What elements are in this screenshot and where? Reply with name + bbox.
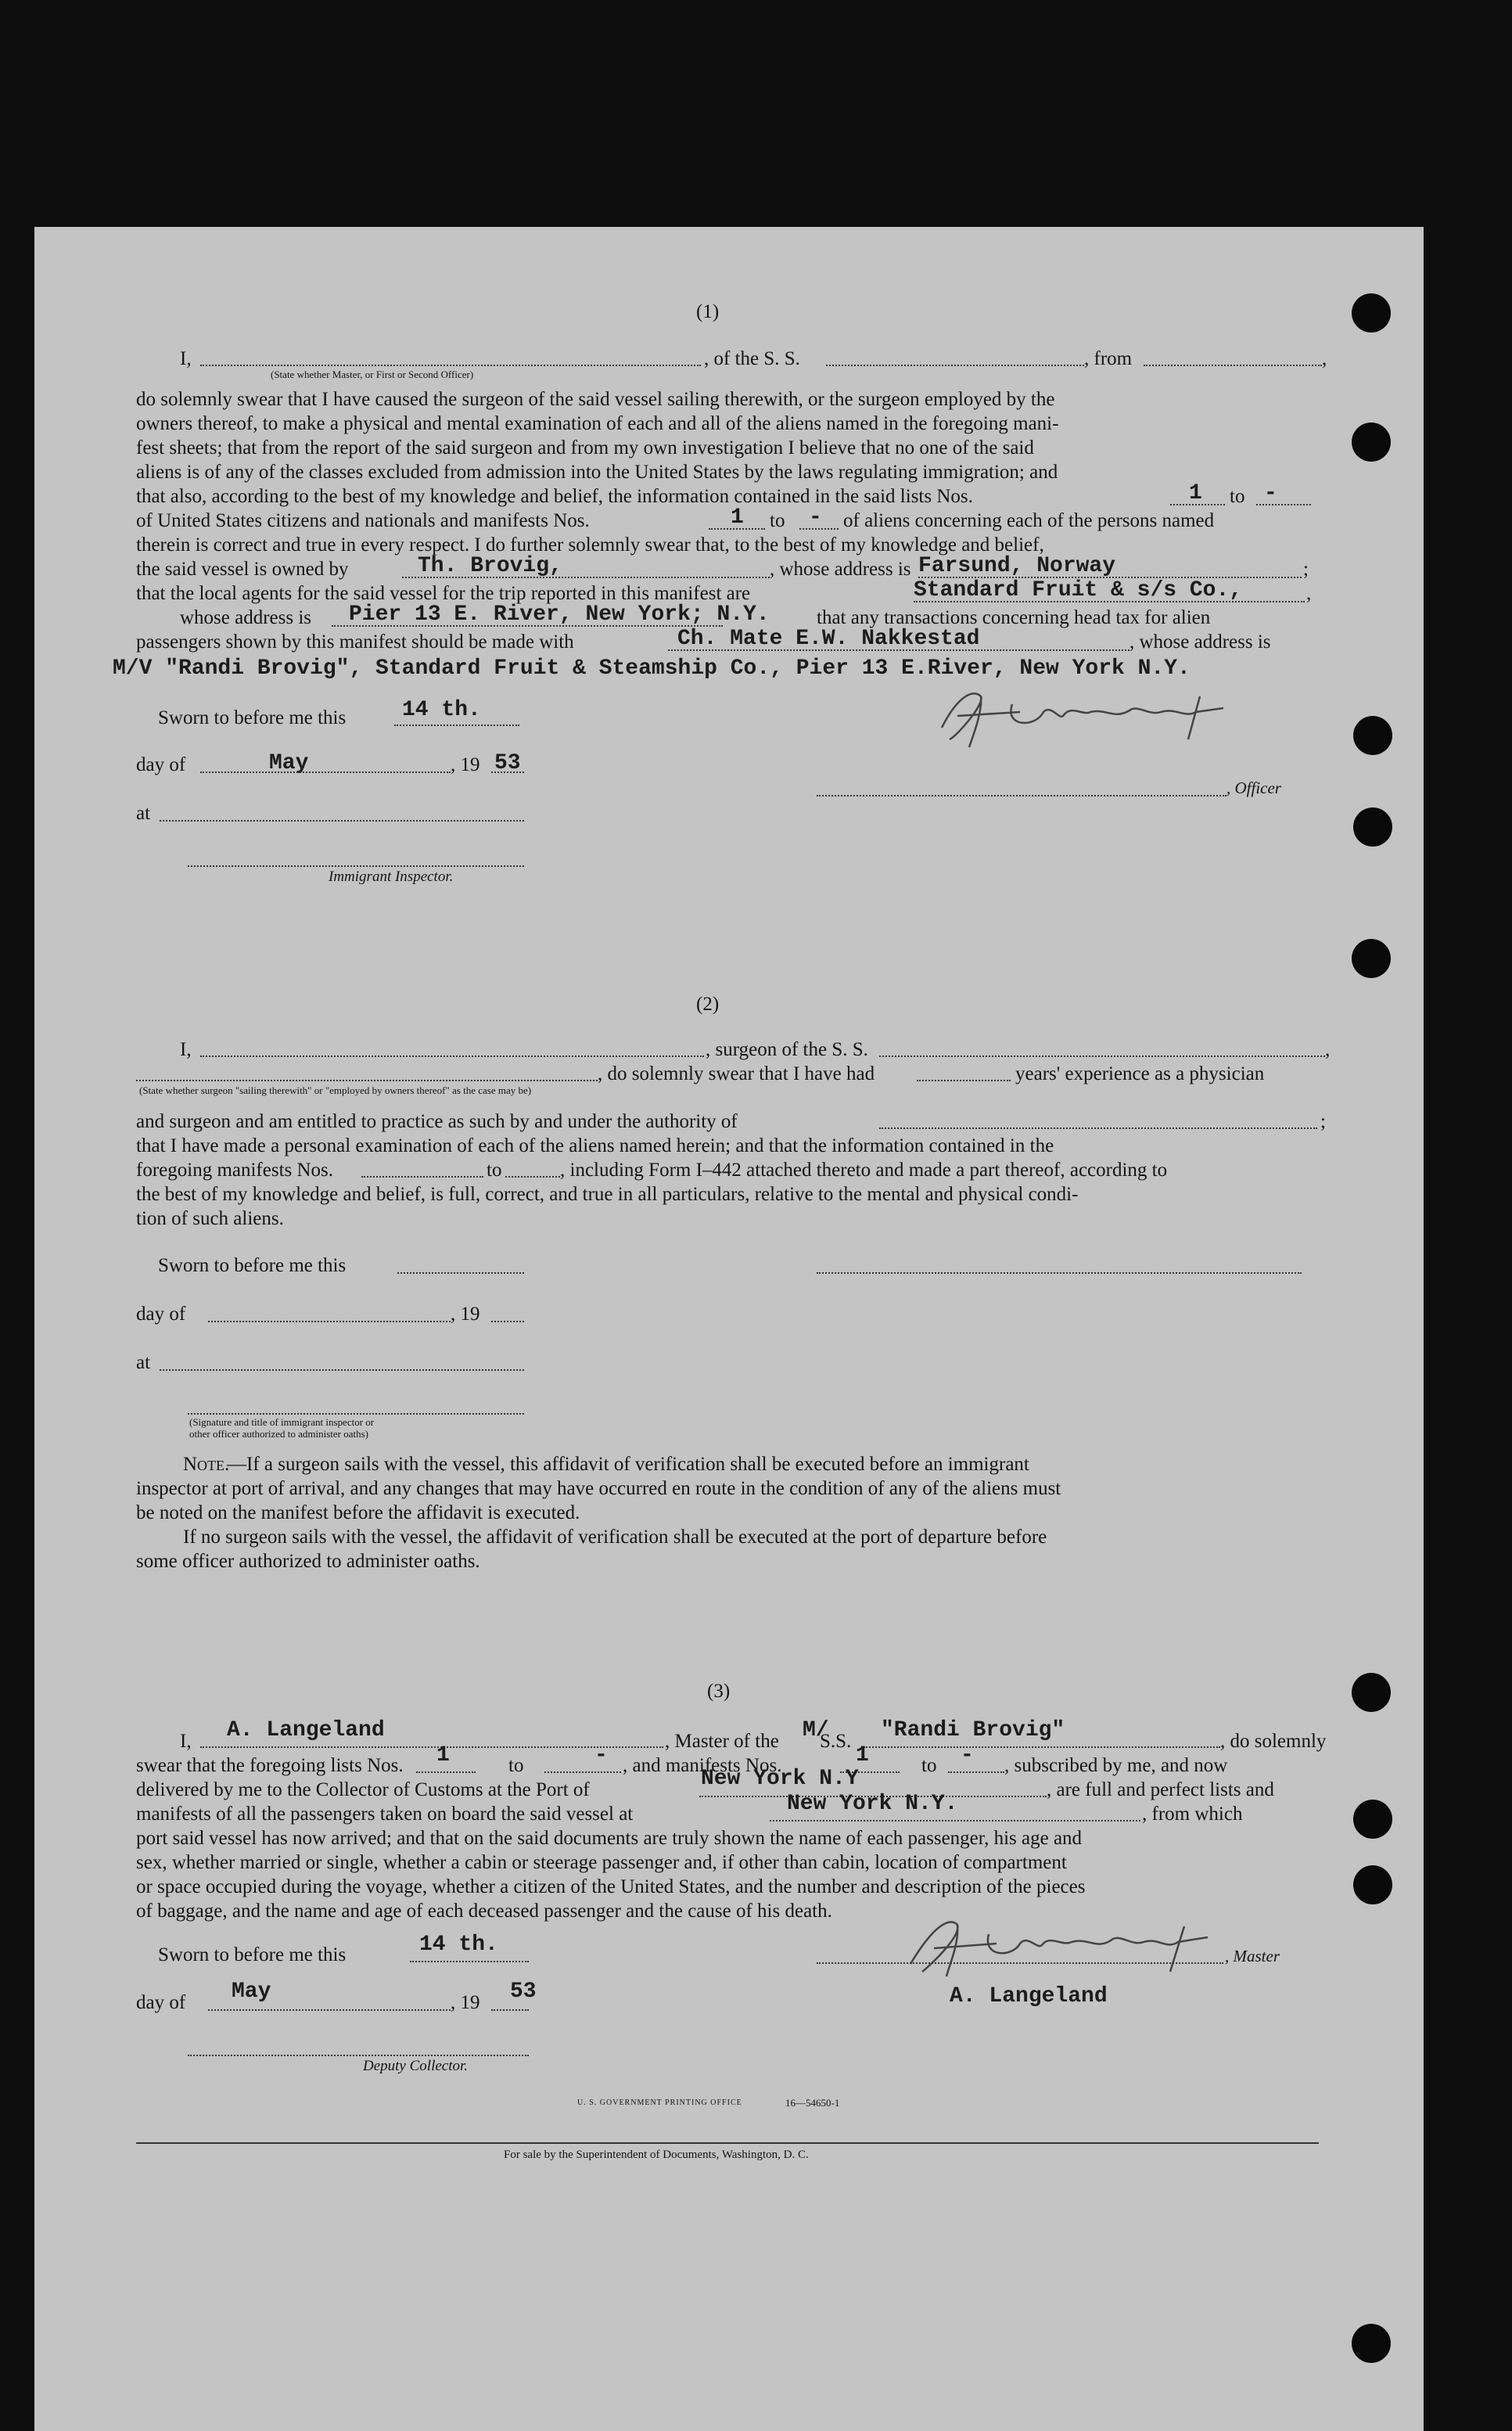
s1-line-6: of United States citizens and nationals and manifests Nos. xyxy=(136,510,590,531)
s3-master-typed: A. Langeland xyxy=(950,1984,1108,2008)
deputy-collector-label: Deputy Collector. xyxy=(363,2058,469,2074)
sale-notice: For sale by the Superintendent of Documents, Washington, D. C. xyxy=(504,2149,809,2161)
s1-manifests-from: 1 xyxy=(731,505,744,530)
s3-line-7: or space occupied during the voyage, whether a citizen of the United States, and the number and description of the pieces xyxy=(136,1876,1086,1897)
note-line-5: some officer authorized to administer oaths. xyxy=(136,1551,480,1572)
section-2-number: (2) xyxy=(696,994,720,1015)
s3-line-8: of baggage, and the name and age of each deceased passenger and the cause of his death. xyxy=(136,1901,832,1922)
s3-line-4a: manifests of all the passengers taken on board the said vessel at xyxy=(136,1803,634,1825)
s2-i-label: I, xyxy=(180,1039,192,1060)
form-code: 16—54650-1 xyxy=(785,2097,840,2109)
s2-sig-note-1: (Signature and title of immigrant inspector or xyxy=(189,1416,375,1428)
s3-month: May xyxy=(232,1980,271,2004)
s3-year: 53 xyxy=(510,1980,537,2004)
s3-port: New York N.Y xyxy=(701,1767,859,1791)
s1-month: May xyxy=(269,751,309,775)
s1-lists-to: - xyxy=(1264,481,1277,505)
manifest-affidavit-page: (1) I, (State whether Master, or First or Second Officer) , of the S. S. , from , do solemnly swear that I have caused the surgeon of the said vessel sailing therewith, or the surgeon employed by the owners thereof, to make a physical and mental examination of each and all of the aliens named in the foregoing mani- fest sheets; that from the report of the said surgeon and from my own investigation I believe that no one of the said aliens is of any of the classes excluded from admission into the United States by the laws regulating immigration; and that also, according to the best of my knowledge and belief, the information contained in the said lists Nos. 1 to - of United States citizens and nationals and manifests Nos. 1 to - of aliens concerning each of the persons named therein is correct and true in every respect. I do further solemnly swear that, to the best of my knowledge and belief, the said vessel is owned by Th. Brovig, , whose address is Farsund, Norway ; that the local agents for the said vessel for the trip reported in this manifest are Standard Fruit & s/s Co., , whose address is Pier 13 E. River, New York; N.Y. that any transactions concerning head tax for alien passengers shown by this manifest should be made with Ch. Mate E.W. Nakkestad , whose address is M/V "Randi Brovig", Standard Fruit & Steamship Co., Pier 13 E.River, New York N.Y. Sworn to before me this 14 th. day of May , 19 53 , Officer at Immigrant Inspector. (2) I, , surgeon of the S. S. , , do solemnly swear that I have had years' experience as a physician (State whether surgeon "sailing therewith" or "employed by owners thereof" as the case may be) and surgeon and am entitled to practice as such by and under the authority of ; that I have made a personal examination of each of the aliens named herein; and that the information contained in the foregoing manifests Nos. to , including Form I–442 attached thereto and made a part thereof, according to the best of my knowledge and belief, is full, correct, and true in all particulars, relative to the mental and physical condi- tion of such aliens. Sworn to before me this day of , 19 at (Signature and title of immigrant inspector or other officer authorized to administer oaths) Note. —If a surgeon sails with the vessel, this affidavit of verification shall be executed before an immigrant inspector at port of arrival, and any changes that may have occurred en route in the condition of any of the aliens must be noted on the manifest before the affidavit is executed. If no surgeon sails with the vessel, the affidavit of verification shall be executed at the port of departure before some officer authorized to administer oaths. (3) I, A. Langeland , Master of the M/ S.S. "Randi Brovig" , do solemnly swear that the foregoing lists Nos. 1 to - , and manifests Nos. 1 to - , subscribed by me, and now delivered by me to the Collector of Customs at the Port of New York N.Y , are full and perfect lists and manifests of all the passengers taken on board the said vessel at New York N.Y. , from which port said vessel has now arrived; and that on the said documents are truly shown the name of each passenger, his age and sex, whether married or single, whether a cabin or steerage passenger and, if other than cabin, location of compartment or space occupied during the voyage, whether a citizen of the United States, and the number and description of the pieces of baggage, and the name and age of each deceased passenger and the cause of his death. Sworn to before me this 14 th. , Master day of May , 19 53 A. Langeland Deputy Collector. U. S. GOVERNMENT PRINTING OFFICE 16—54650-1 For sale by the Superintendent of Documents, Washington, D. C. xyxy=(34,227,1424,2431)
note-line-1: —If a surgeon sails with the vessel, this affidavit of verification shall be executed before an immigrant xyxy=(227,1454,1029,1475)
officer-signature xyxy=(926,681,1270,751)
s2-line-1: and surgeon and am entitled to practice as such by and under the authority of xyxy=(136,1111,738,1132)
s2-sig-note-2: other officer authorized to administer oaths) xyxy=(189,1428,368,1440)
punch-hole-1 xyxy=(1352,293,1391,333)
s1-i-label: I, xyxy=(180,348,192,369)
s1-line-4: aliens is of any of the classes excluded from admission into the United States by the laws regulating immigration; and xyxy=(136,462,1058,483)
s3-taken-at: New York N.Y. xyxy=(787,1792,958,1816)
note-line-4: If no surgeon sails with the vessel, the affidavit of verification shall be executed at the port of departure before xyxy=(183,1527,1047,1548)
s3-sworn-day: 14 th. xyxy=(419,1933,498,1957)
s1-year: 53 xyxy=(494,751,521,775)
section-3-number: (3) xyxy=(707,1681,731,1702)
punch-hole-7 xyxy=(1353,1800,1392,1839)
s2-line-5: tion of such aliens. xyxy=(136,1208,284,1229)
s1-of-ss: , of the S. S. xyxy=(704,348,800,369)
punch-hole-3 xyxy=(1353,716,1392,755)
s2-surgeon-note: (State whether surgeon "sailing therewith" or "employed by owners thereof" as the case may be) xyxy=(139,1084,532,1096)
s3-master-name: A. Langeland xyxy=(227,1718,385,1742)
s2-line-2: that I have made a personal examination of each of the aliens named herein; and that the information contained in the xyxy=(136,1135,1054,1156)
s2-dayof-label: day of xyxy=(136,1304,186,1325)
s1-manifests-to: - xyxy=(809,505,822,530)
s1-dayof-label: day of xyxy=(136,754,186,775)
s1-line-1: do solemnly swear that I have caused the surgeon of the said vessel sailing therewith, or the surgeon employed by the xyxy=(136,389,1055,410)
punch-hole-6 xyxy=(1352,1673,1391,1712)
punch-hole-9 xyxy=(1352,2324,1391,2363)
punch-hole-5 xyxy=(1352,939,1391,978)
s1-owned-label: the said vessel is owned by xyxy=(136,559,349,580)
punch-hole-2 xyxy=(1352,423,1391,462)
s2-line-3: foregoing manifests Nos. xyxy=(136,1160,334,1181)
s1-at-label: at xyxy=(136,803,151,824)
officer-label: , Officer xyxy=(1226,779,1281,797)
s3-ship-name: "Randi Brovig" xyxy=(881,1718,1065,1742)
s2-at-label: at xyxy=(136,1352,151,1373)
s1-line-7: therein is correct and true in every respect. I do further solemnly swear that, to the best of my knowledge and belief, xyxy=(136,534,1044,556)
s3-lists-to: - xyxy=(594,1743,608,1768)
s1-sworn-day: 14 th. xyxy=(402,698,481,722)
s3-line-6: sex, whether married or single, whether a cabin or steerage passenger and, if other than cabin, location of compartment xyxy=(136,1852,1067,1873)
s1-owner-address: Farsund, Norway xyxy=(918,554,1116,578)
s3-line-2a: swear that the foregoing lists Nos. xyxy=(136,1755,404,1776)
s1-agents-address-label: whose address is xyxy=(180,607,312,628)
s1-sworn-label: Sworn to before me this xyxy=(158,707,347,728)
punch-hole-4 xyxy=(1353,807,1392,847)
s1-headtax-contact: Ch. Mate E.W. Nakkestad xyxy=(677,627,980,651)
master-signature xyxy=(895,1909,1239,1980)
immigrant-inspector-label: Immigrant Inspector. xyxy=(329,868,454,885)
s3-sworn-label: Sworn to before me this xyxy=(158,1944,347,1965)
s1-rank-note: (State whether Master, or First or Second Officer) xyxy=(271,369,474,380)
s3-lists-from: 1 xyxy=(436,1743,450,1768)
note-line-2: inspector at port of arrival, and any changes that may have occurred en route in the condition of any of the aliens must xyxy=(136,1478,1061,1499)
punch-hole-8 xyxy=(1353,1865,1392,1904)
s3-line-5: port said vessel has now arrived; and that on the said documents are truly shown the name of each passenger, his age and xyxy=(136,1828,1083,1849)
s1-owner: Th. Brovig, xyxy=(418,554,562,578)
s3-dayof-label: day of xyxy=(136,1992,186,2013)
s1-agents-label: that the local agents for the said vessel for the trip reported in this manifest are xyxy=(136,583,751,604)
s3-manifests-from: 1 xyxy=(856,1743,869,1768)
s3-manifests-to: - xyxy=(961,1743,974,1768)
s2-line-4: the best of my knowledge and belief, is full, correct, and true in all particulars, relative to the mental and physical condi- xyxy=(136,1184,1079,1205)
master-label: , Master xyxy=(1225,1947,1280,1965)
s1-agents-address: Pier 13 E. River, New York; N.Y. xyxy=(349,602,770,627)
s1-from: , from xyxy=(1084,348,1133,369)
s1-agents: Standard Fruit & s/s Co., xyxy=(914,578,1243,602)
s1-lists-from: 1 xyxy=(1189,481,1202,505)
s1-headtax-address: M/V "Randi Brovig", Standard Fruit & Steamship Co., Pier 13 E.River, New York N.Y. xyxy=(113,656,1191,681)
s1-line-3: fest sheets; that from the report of the said surgeon and from my own investigation I believe that no one of the said xyxy=(136,437,1034,459)
s3-i-label: I, xyxy=(180,1731,192,1752)
s1-headtax-label: passengers shown by this manifest should be made with xyxy=(136,631,574,653)
s1-line-5: that also, according to the best of my knowledge and belief, the information contained in the said lists Nos. xyxy=(136,486,973,507)
gpo-imprint: U. S. GOVERNMENT PRINTING OFFICE xyxy=(577,2098,742,2107)
note-label: Note. xyxy=(183,1454,230,1475)
s2-sworn-label: Sworn to before me this xyxy=(158,1255,347,1276)
note-line-3: be noted on the manifest before the affidavit is executed. xyxy=(136,1502,580,1523)
s3-line-3a: delivered by me to the Collector of Customs at the Port of xyxy=(136,1779,590,1800)
section-1-number: (1) xyxy=(696,301,720,322)
s1-line-2: owners thereof, to make a physical and mental examination of each and all of the aliens named in the foregoing mani- xyxy=(136,413,1059,434)
